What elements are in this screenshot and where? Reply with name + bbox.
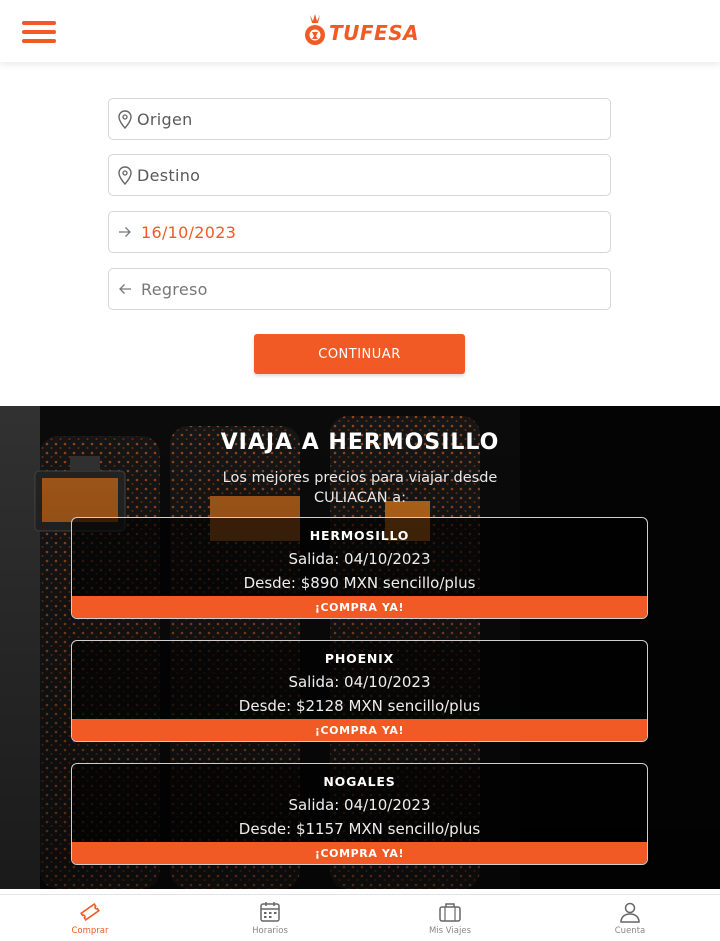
destination-placeholder: Destino bbox=[137, 165, 201, 185]
route-departure: Salida: 04/10/2023 bbox=[288, 550, 431, 568]
buy-now-button[interactable]: ¡COMPRA YA! bbox=[72, 842, 647, 864]
location-pin-icon bbox=[117, 109, 133, 129]
route-card[interactable] bbox=[71, 640, 648, 742]
nav-label: Comprar bbox=[71, 926, 109, 936]
route-card[interactable] bbox=[71, 763, 648, 865]
continue-button[interactable]: CONTINUAR bbox=[254, 334, 465, 374]
nav-label: Mis Viajes bbox=[428, 926, 472, 936]
user-icon bbox=[618, 901, 642, 923]
route-city: PHOENIX bbox=[324, 651, 395, 666]
arrow-right-icon bbox=[117, 222, 133, 242]
brand-logo[interactable] bbox=[303, 10, 419, 50]
nav-cuenta[interactable] bbox=[540, 895, 720, 941]
nav-mis-viajes[interactable] bbox=[360, 895, 540, 941]
return-date-field[interactable] bbox=[108, 268, 611, 310]
hamburger-menu-icon[interactable] bbox=[22, 21, 56, 45]
top-header bbox=[0, 0, 720, 62]
nav-label: Horarios bbox=[252, 926, 288, 936]
promo-title: VIAJA A HERMOSILLO bbox=[220, 430, 500, 455]
origin-placeholder: Origen bbox=[137, 109, 193, 129]
route-city: HERMOSILLO bbox=[309, 528, 410, 543]
buy-now-button[interactable]: ¡COMPRA YA! bbox=[72, 596, 647, 618]
nav-comprar[interactable] bbox=[0, 895, 180, 941]
calendar-icon bbox=[258, 901, 282, 923]
buy-now-button[interactable]: ¡COMPRA YA! bbox=[72, 719, 647, 741]
tufesa-logo-icon bbox=[303, 11, 327, 49]
destination-field[interactable] bbox=[108, 154, 611, 196]
promo-subtitle: Los mejores precios para viajar desde CULIACAN a: bbox=[222, 470, 498, 506]
route-card[interactable] bbox=[71, 517, 648, 619]
route-city: NOGALES bbox=[323, 774, 396, 789]
brand-name: TUFESA bbox=[329, 21, 420, 45]
arrow-left-icon bbox=[117, 279, 133, 299]
return-date-placeholder: Regreso bbox=[141, 279, 208, 299]
route-departure: Salida: 04/10/2023 bbox=[288, 796, 431, 814]
briefcase-icon bbox=[438, 901, 462, 923]
route-price: Desde: $1157 MXN sencillo/plus bbox=[238, 820, 481, 838]
route-departure: Salida: 04/10/2023 bbox=[288, 673, 431, 691]
promo-section bbox=[0, 406, 720, 889]
nav-horarios[interactable] bbox=[180, 895, 360, 941]
departure-date-field[interactable] bbox=[108, 211, 611, 253]
route-price: Desde: $2128 MXN sencillo/plus bbox=[238, 697, 481, 715]
departure-date-value: 16/10/2023 bbox=[141, 222, 237, 242]
origin-field[interactable] bbox=[108, 98, 611, 140]
location-pin-icon bbox=[117, 165, 133, 185]
ticket-icon bbox=[78, 901, 102, 923]
route-price: Desde: $890 MXN sencillo/plus bbox=[243, 574, 476, 592]
bottom-navigation bbox=[0, 894, 720, 941]
nav-label: Cuenta bbox=[614, 926, 646, 936]
